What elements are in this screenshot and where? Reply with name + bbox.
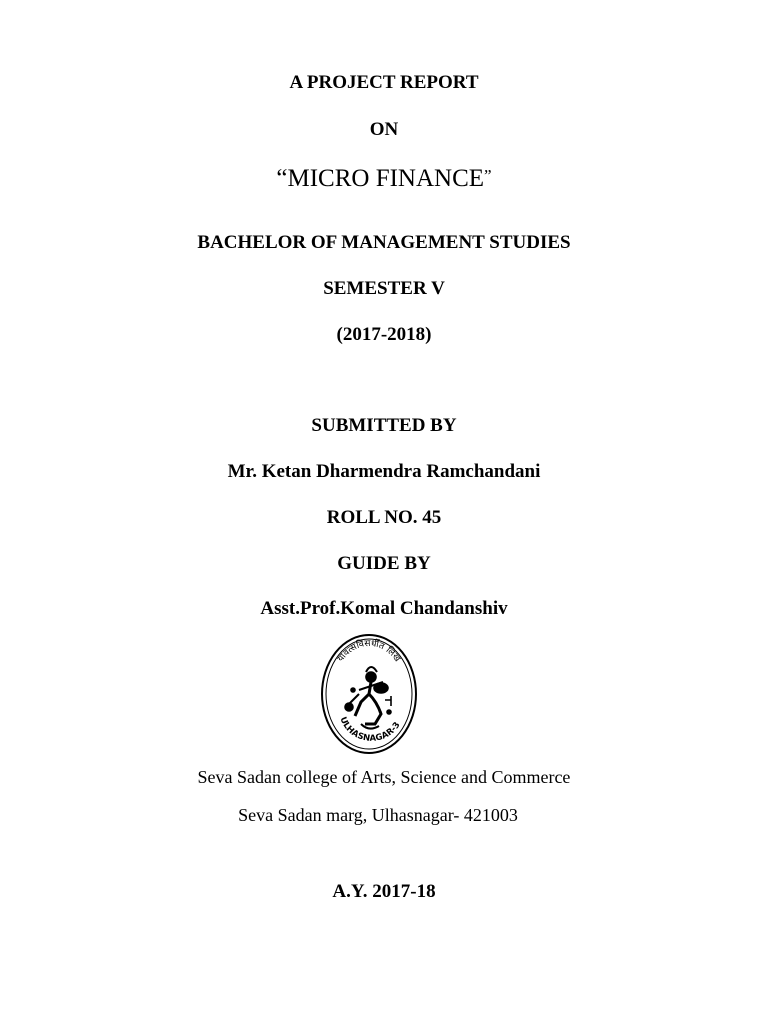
title-close-quote: ” [484,166,492,185]
emblem-place: ULHASNAGAR-3 [337,715,403,744]
emblem-motto: यावत्सविसर्धीत लिख [335,638,403,665]
guide-name: Asst.Prof.Komal Chandanshiv [260,598,508,619]
semester: SEMESTER V [323,278,445,299]
college-name: Seva Sadan college of Arts, Science and Commerce [197,767,571,787]
degree-name: BACHELOR OF MANAGEMENT STUDIES [197,232,571,253]
year-range: (2017-2018) [336,324,432,345]
student-name: Mr. Ketan Dharmendra Ramchandani [227,461,541,482]
college-address: Seva Sadan marg, Ulhasnagar- 421003 [238,805,518,825]
submitted-by-label: SUBMITTED BY [311,415,457,436]
college-emblem-icon [319,632,419,756]
saraswati-figure [345,667,391,729]
title-open-quote: “ [276,165,288,192]
guide-label: GUIDE BY [337,553,431,574]
roll-number: ROLL NO. 45 [326,507,442,528]
report-heading: A PROJECT REPORT [289,72,479,93]
title-text: MICRO FINANCE [287,165,485,192]
report-on: ON [369,119,399,140]
academic-year: A.Y. 2017-18 [332,881,436,902]
report-title [0,166,768,191]
